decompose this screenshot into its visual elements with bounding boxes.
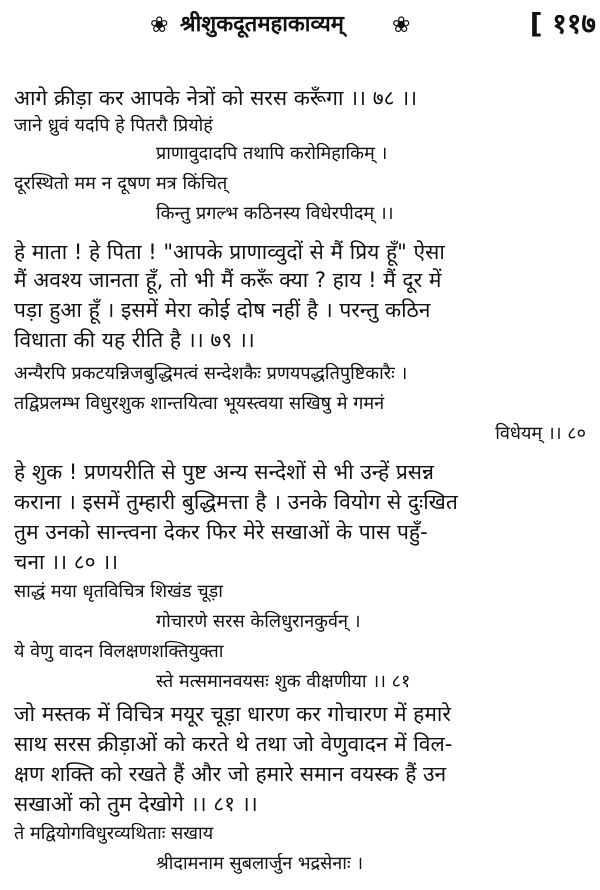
text-line: साथ सरस क्रीड़ाओं को करते थे तथा जो वेणुवादन में विल- — [14, 732, 453, 756]
verse-line: गोचारणे सरस केलिधुरानकुर्वन् । — [156, 611, 361, 632]
page-number: [ ११७ — [529, 7, 596, 40]
page-title: श्रीशुकदूतमहाकाव्यम् — [180, 12, 344, 37]
verse-line: स्ते मत्समानवयसः शुक वीक्षणीया ।। ८१ — [156, 671, 411, 692]
verse-line: किन्तु प्रगल्भ कठिनस्य विधेरपीदम् ।। — [156, 203, 394, 224]
flower-ornament-icon: ❀ — [150, 13, 169, 38]
text-line: क्षण शक्ति को रखते हैं और जो हमारे समान वयस्क हैं उन — [14, 762, 447, 786]
text-line: सखाओं को तुम देखोगे ।। ८१ ।। — [14, 792, 258, 816]
flower-ornament-icon: ❀ — [392, 13, 411, 38]
text-line: विधाता की यह रीति है ।। ७९ ।। — [14, 328, 255, 352]
text-line: तुम उनको सान्त्वना देकर फिर मेरे सखाओं के पास पहुँ- — [14, 520, 428, 544]
verse-line: प्राणावुदादपि तथापि करोमिहाकिम् । — [156, 143, 388, 164]
text-line: आगे क्रीड़ा कर आपके नेत्रों को सरस करूँगा ।। ७८ ।। — [14, 86, 418, 110]
text-line: हे माता ! हे पिता ! "आपके प्राणाव्वुदों से मैं प्रिय हूँ" ऐसा — [14, 240, 445, 264]
verse-line: अन्यैरपि प्रकटयन्निजबुद्धिमत्वं सन्देशकैः प्रणयपद्धतिपुष्टिकारैः । — [14, 363, 408, 384]
text-line: हे शुक ! प्रणयरीति से पुष्ट अन्य सन्देशों से भी उन्हें प्रसन्न — [14, 460, 434, 484]
verse-line: श्रीदामनाम सुबलार्जुन भद्रसेनाः । — [156, 853, 364, 874]
text-line: जो मस्तक में विचित्र मयूर चूड़ा धारण कर गोचारण में हमारे — [14, 702, 451, 726]
verse-line: ते मद्वियोगविधुरव्यथिताः सखाय — [14, 823, 214, 844]
verse-line: साद्धं मया धृतविचित्र शिखंड चूड़ा — [14, 581, 223, 602]
verse-line: जाने ध्रुवं यदपि हे पितरौ प्रियोहं — [14, 115, 213, 136]
text-line: कराना । इसमें तुम्हारी बुद्धिमत्ता है । उनके वियोग से दुःखित — [14, 490, 458, 514]
verse-line: दूरस्थितो मम न दूषण मत्र किंचित् — [14, 173, 228, 194]
text-line: मैं अवश्य जानता हूँ, तो भी मैं करूँ क्या ? हाय ! मैं दूर में — [14, 268, 442, 292]
verse-line: ये वेणु वादन विलक्षणशक्तियुक्ता — [14, 641, 224, 662]
verse-line: तद्विप्रलम्भ विधुरशुक शान्तयित्वा भूयस्त्वया सखिषु मे गमनं — [14, 393, 385, 414]
verse-line: विधेयम् ।। ८० — [495, 423, 586, 444]
text-line: पड़ा हुआ हूँ । इसमें मेरा कोई दोष नहीं है । परन्तु कठिन — [14, 298, 431, 322]
text-line: चना ।। ८० ।। — [14, 550, 119, 574]
